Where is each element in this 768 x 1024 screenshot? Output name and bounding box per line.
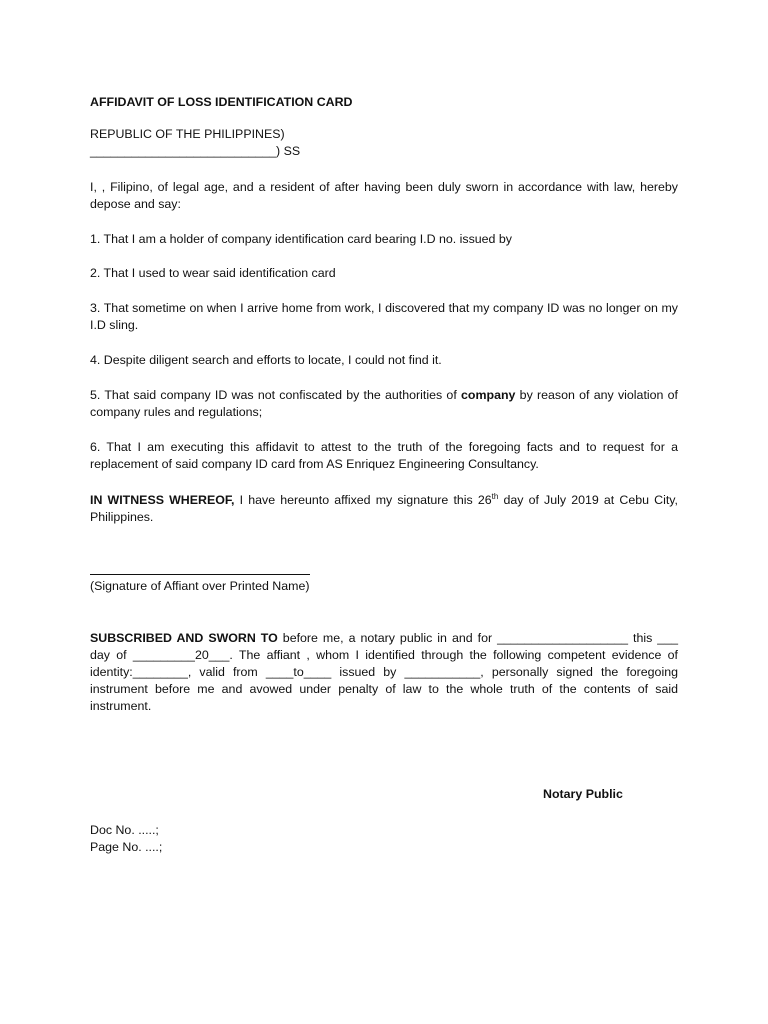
item-5-text-a: 5. That said company ID was not confiscated by the authorities of xyxy=(90,388,462,402)
item-4: 4. Despite diligent search and efforts to locate, I could not find it. xyxy=(90,353,442,367)
notary-public-label: Notary Public xyxy=(543,787,623,801)
witness-superscript: th xyxy=(491,492,499,501)
republic-line: REPUBLIC OF THE PHILIPPINES) xyxy=(90,127,285,141)
item-5-text-b: by reason of any violation of company rules and regulations; xyxy=(90,388,678,419)
venue-block xyxy=(90,126,678,160)
item-5-company: company xyxy=(461,388,516,402)
doc-no: Doc No. .....; xyxy=(90,823,159,837)
witness-text-b: day of July 2019 at Cebu City, Philippines. xyxy=(90,493,678,524)
signature-line xyxy=(90,574,310,575)
item-1: 1. That I am a holder of company identification card bearing I.D no. issued by xyxy=(90,232,512,246)
subscribed-paragraph xyxy=(90,630,678,715)
document-title: AFFIDAVIT OF LOSS IDENTIFICATION CARD xyxy=(90,95,353,109)
witness-text-a: I have hereunto affixed my signature this 26 xyxy=(234,493,492,507)
signature-caption: (Signature of Affiant over Printed Name) xyxy=(90,579,310,593)
witness-paragraph xyxy=(90,492,678,526)
page-no: Page No. ....; xyxy=(90,840,163,854)
item-3: 3. That sometime on when I arrive home from work, I discovered that my company ID was no longer on my I.D sling. xyxy=(90,301,678,332)
subscribed-heading: SUBSCRIBED AND SWORN TO xyxy=(90,631,278,645)
item-2: 2. That I used to wear said identification card xyxy=(90,266,336,280)
witness-heading: IN WITNESS WHEREOF, xyxy=(90,493,235,507)
item-5 xyxy=(90,387,678,421)
ss-line: ___________________________) SS xyxy=(90,144,301,158)
item-6: 6. That I am executing this affidavit to attest to the truth of the foregoing facts and to request for a replacement of said company ID card from AS Enriquez Engineering Consultancy. xyxy=(90,440,678,471)
docket-block xyxy=(90,822,678,856)
subscribed-text: before me, a notary public in and for ___________________ this ___ day of _________20___. The affiant , whom I identified through the following competent evidence of identity:________, valid from ____to____ issued by ___________, personally signed the foregoing instrument before me and avowed under penalty of law to the whole truth of the contents of said instrument. xyxy=(90,631,678,713)
intro-paragraph: I, , Filipino, of legal age, and a resident of after having been duly sworn in accordance with law, hereby depose and say: xyxy=(90,180,678,211)
